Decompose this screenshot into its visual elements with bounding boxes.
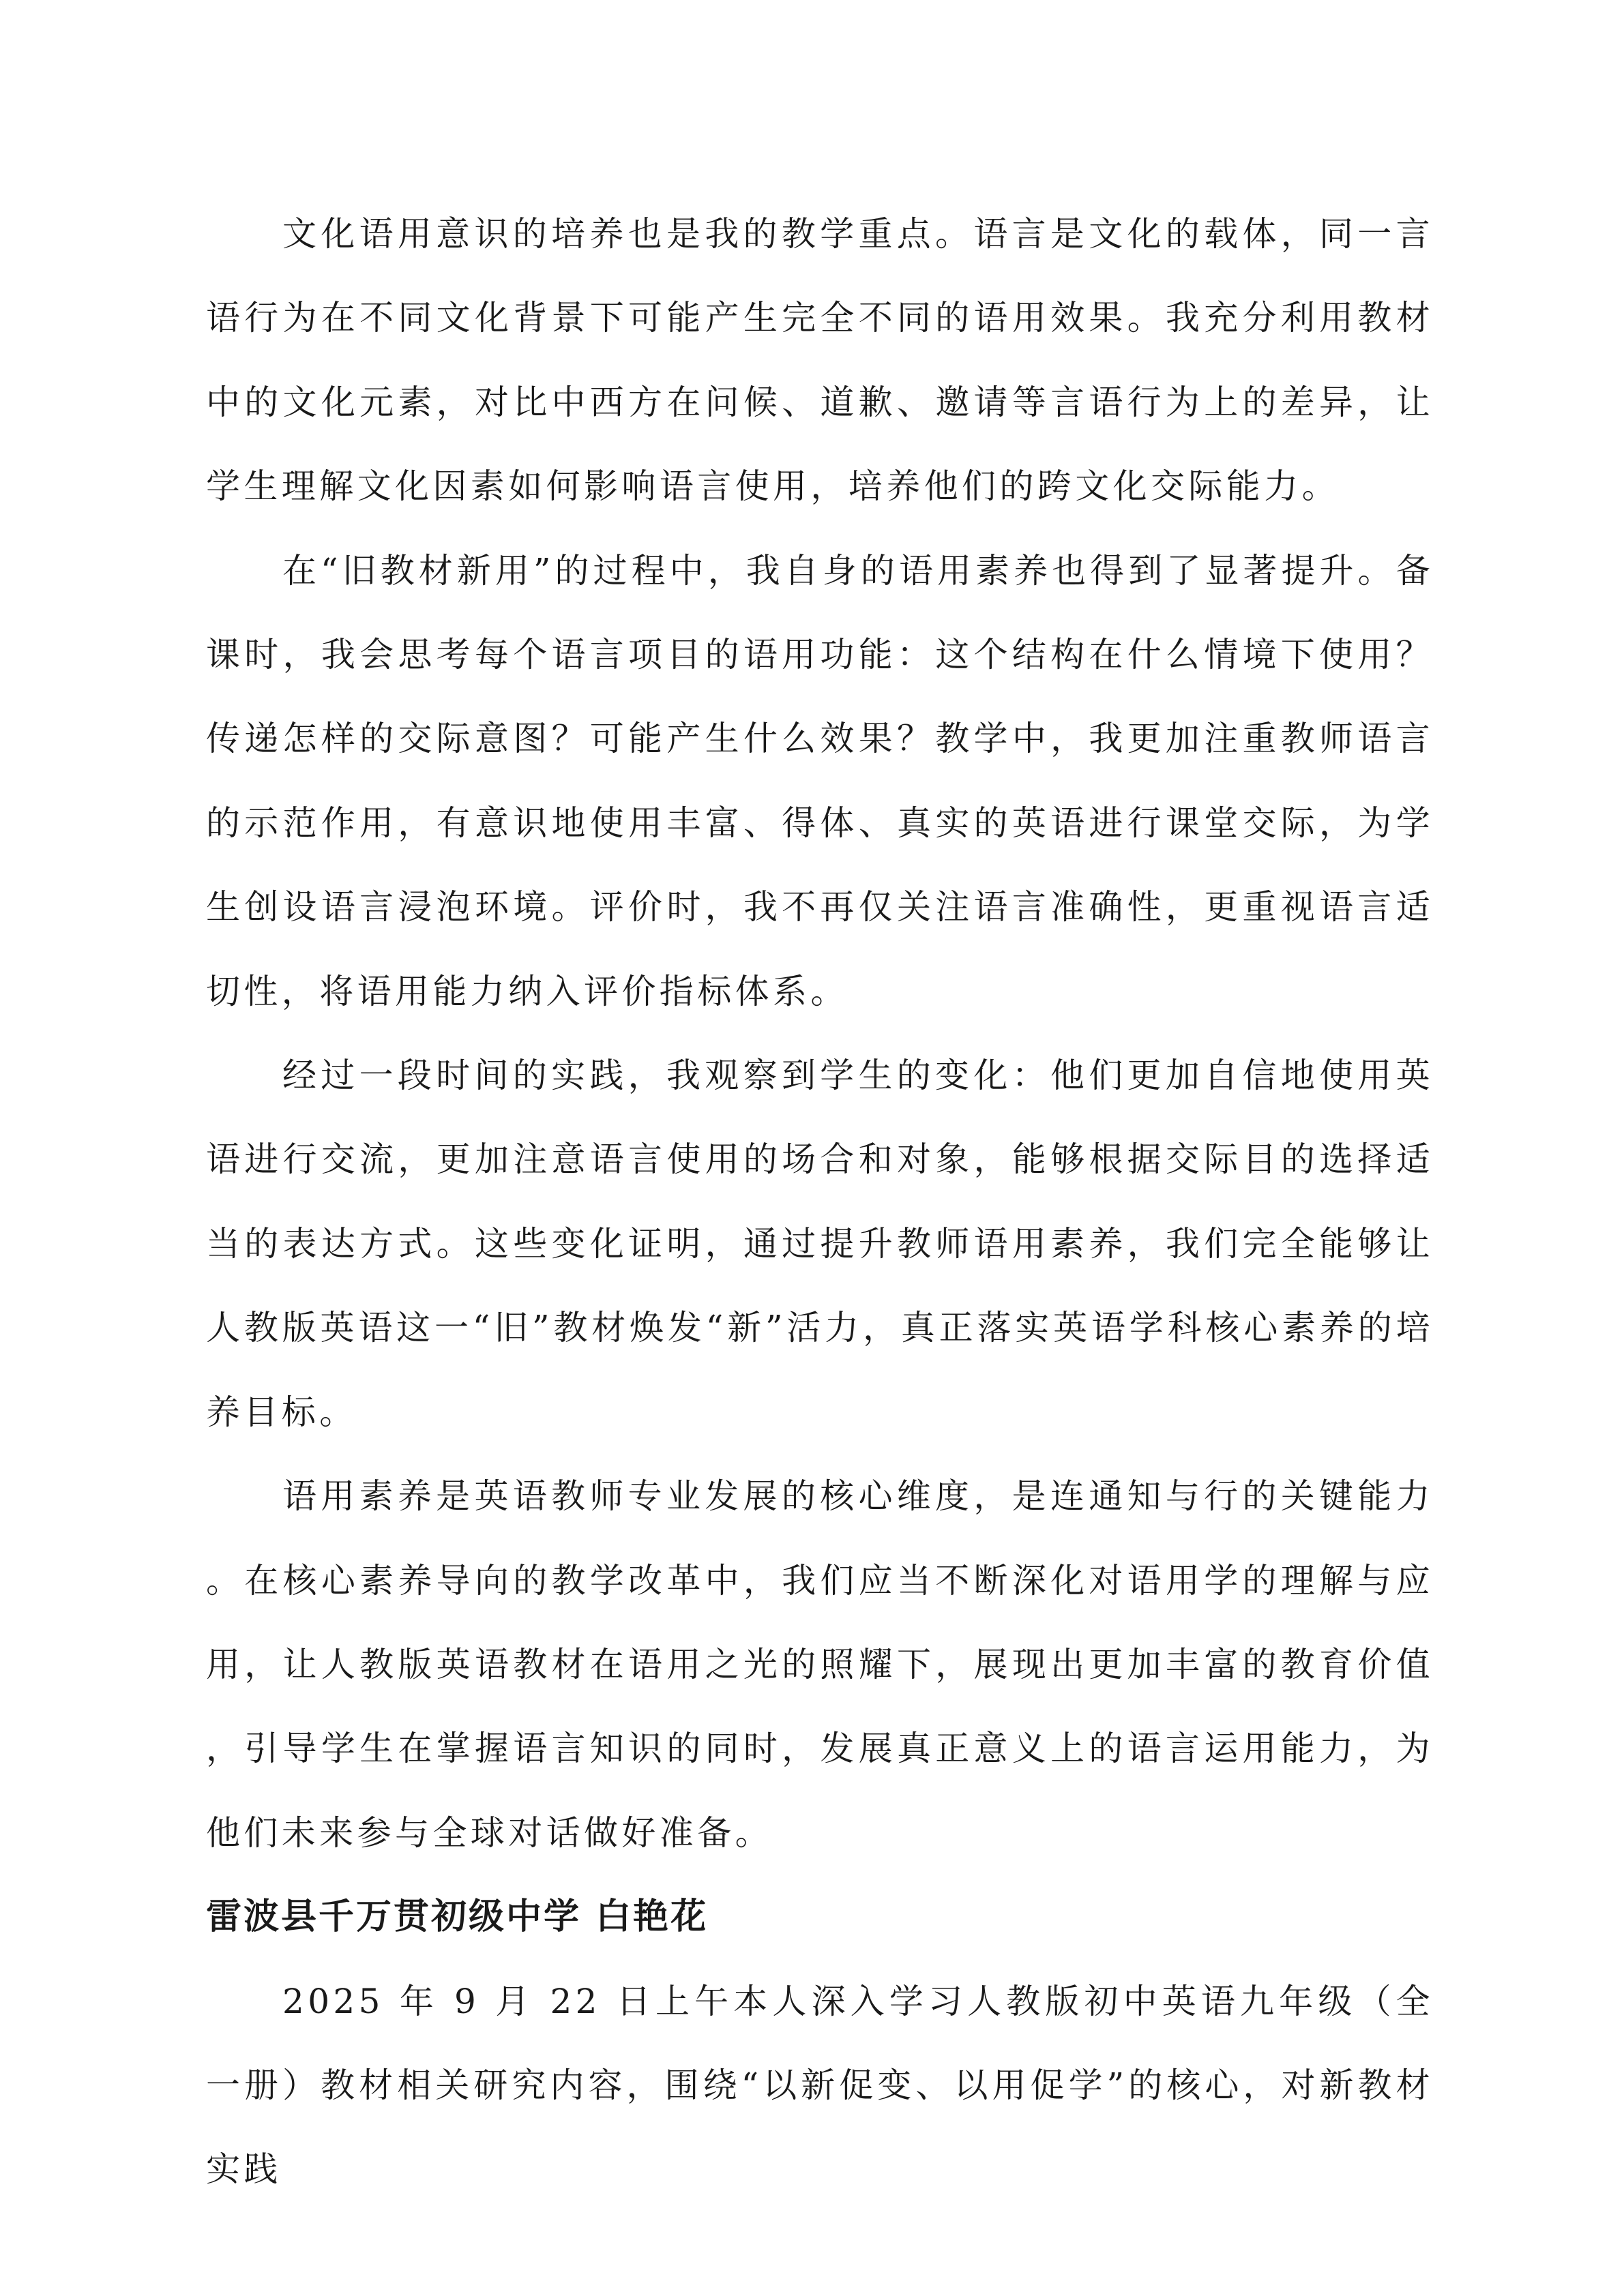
document-page — [206, 192, 1434, 2212]
paragraph-student-changes: 经过一段时间的实践，我观察到学生的变化：他们更加自信地使用英语进行交流，更加注意语言使用的场合和对象，能够根据交际目的选择适当的表达方式。这些变化证明，通过提升教师语用素养，我们完全能够让人教版英语这一“旧”教材焕发“新”活力，真正落实英语学科核心素养的培养目标。 — [206, 1056, 1434, 1432]
paragraph-study-record: 2025 年 9 月 22 日上午本人深入学习人教版初中英语九年级（全一册）教材相关研究内容，围绕“以新促变、以用促学”的核心，对新教材实践 — [206, 1981, 1434, 2190]
paragraph-old-textbook-new-use: 在“旧教材新用”的过程中，我自身的语用素养也得到了显著提升。备课时，我会思考每个语言项目的语用功能：这个结构在什么情境下使用？传递怎样的交际意图？可能产生什么效果？教学中，我更加注重教师语言的示范作用，有意识地使用丰富、得体、真实的英语进行课堂交际，为学生创设语言浸泡环境。评价时，我不再仅关注语言准确性，更重视语言适切性，将语用能力纳入评价指标体系。 — [206, 550, 1434, 1011]
paragraph-culture-pragmatics: 文化语用意识的培养也是我的教学重点。语言是文化的载体，同一言语行为在不同文化背景下可能产生完全不同的语用效果。我充分利用教材中的文化元素，对比中西方在问候、道歉、邀请等言语行为上的差异，让学生理解文化因素如何影响语言使用，培养他们的跨文化交际能力。 — [206, 214, 1434, 507]
section-heading-author: 雷波县千万贯初级中学 白艳花 — [206, 1896, 709, 1938]
paragraph-conclusion: 语用素养是英语教师专业发展的核心维度，是连通知与行的关键能力。在核心素养导向的教学改革中，我们应当不断深化对语用学的理解与应用，让人教版英语教材在语用之光的照耀下，展现出更加丰富的教育价值，引导学生在掌握语言知识的同时，发展真正意义上的语言运用能力，为他们未来参与全球对话做好准备。 — [206, 1476, 1434, 1853]
